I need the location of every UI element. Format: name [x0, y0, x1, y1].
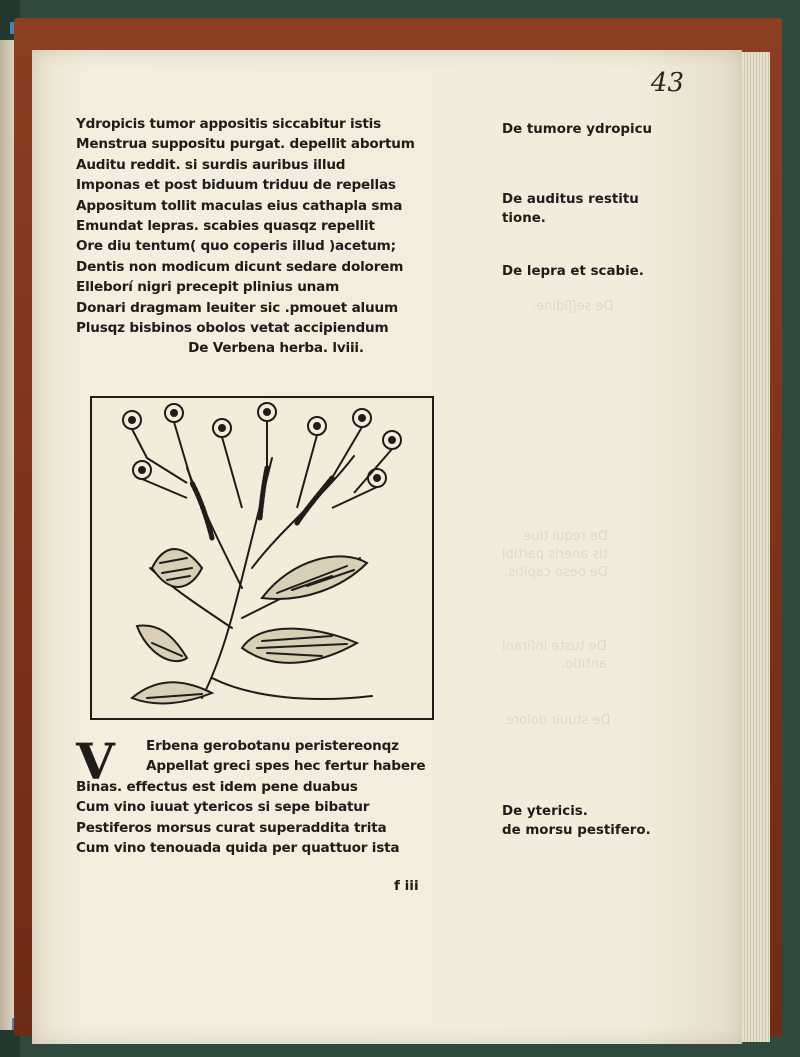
text-line: Cum vino iuuat ytericos si sepe bibatur — [76, 799, 370, 816]
marginal-note: De ytericis. — [502, 804, 588, 819]
text-line: Imponas et post biduum triduu de repellas — [76, 177, 396, 194]
marginal-note: De auditus restitu — [502, 192, 639, 207]
marginal-note: De tumore ydropicu — [502, 122, 653, 137]
book-page — [32, 50, 742, 1044]
chapter-heading: De Verbena herba. lviii. — [188, 340, 364, 357]
text-line: Appositum tollit maculas eius cathapla sma — [76, 197, 403, 214]
marginal-note: de morsu pestifero. — [502, 823, 651, 838]
plant-icon — [92, 398, 432, 718]
text-line: Ydropicis tumor appositis siccabitur istis — [76, 116, 382, 132]
verbena-woodcut-illustration — [90, 396, 434, 720]
text-line: Appellat greci spes hec fertur habere — [146, 758, 426, 775]
text-line: Dentis non modicum dicunt sedare dolorem — [76, 258, 404, 275]
text-line: Erbena gerobotanu peristereonqz — [146, 738, 399, 754]
text-line: Pestiferos morsus curat superaddita trita — [76, 819, 387, 836]
marginal-note: tione. — [502, 211, 546, 226]
verbena-text — [76, 732, 496, 858]
show-through: De stuuir dolore. — [502, 713, 611, 728]
text-line: Donari dragmam leuiter sic .pmouet aluum — [76, 299, 398, 316]
drop-cap: V — [76, 732, 115, 791]
main-text — [76, 114, 476, 359]
show-through: De seʃʃidine. — [532, 299, 614, 314]
text-line: Cum vino tenouada quida per quattuor ista — [76, 840, 400, 857]
show-through: De requi tiue tis aneris partibl De oeso capitis. — [502, 529, 608, 580]
text-line: Ore diu tentum( quo coperis illud )acetum; — [76, 238, 396, 255]
show-through: De tuste inſirani antitio. — [502, 639, 607, 672]
leather-cover — [14, 18, 782, 1036]
text-line: Elleborí nigri precepit plinius unam — [76, 279, 340, 296]
text-line: Plusqz bisbinos obolos vetat accipiendum — [76, 320, 389, 337]
text-line: Binas. effectus est idem pene duabus — [76, 778, 358, 795]
text-line: Auditu reddit. si surdis auribus illud — [76, 156, 346, 173]
text-line: Menstrua suppositu purgat. depellit abortum — [76, 136, 415, 153]
signature-mark: f iii — [394, 878, 419, 894]
folio-number: 43 — [650, 68, 684, 98]
marginal-note: De lepra et scabie. — [502, 264, 644, 279]
text-line: Emundat lepras. scabies quasqz repellit — [76, 218, 375, 235]
